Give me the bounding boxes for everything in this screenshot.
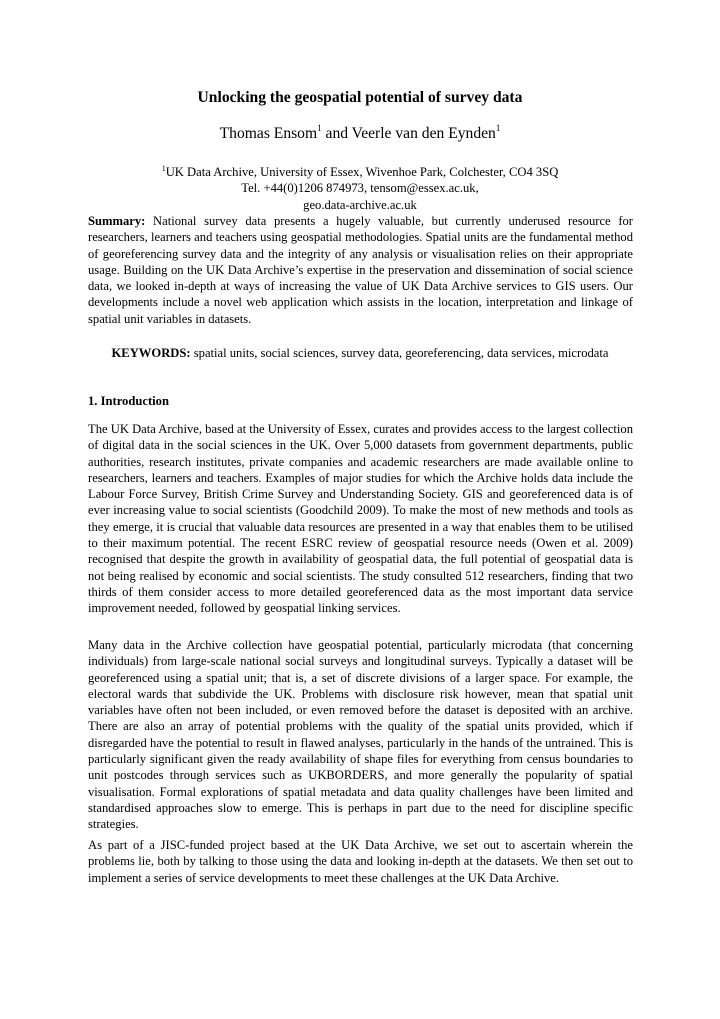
affiliation-block [0,164,720,213]
summary-label: Summary: [88,214,146,228]
keywords-line [0,345,720,361]
paragraph-text: The UK Data Archive, based at the University of Essex, curates and provides access to the largest collection of digital data in the social sciences in the UK. Over 5,000 datasets from government departments, public authorities, research institutes, private companies and academic researchers are made available online to researchers, learners and teachers. Examples of major studies for which the Archive holds data include the Labour Force Survey, British Crime Survey and Understanding Society. GIS and georeferenced data is of ever increasing value to social scientists (Goodchild 2009). To make the most of new methods and tools as they emerge, it is crucial that valuable data resources are presented in a way that enables them to be utilised to their maximum potential. The recent ESRC review of geospatial resource needs (Owen et al. 2009) recognised that despite the growth in availability of geospatial data, the full potential of geospatial data is not being realised by economic and social scientists. The study consulted 512 researchers, finding that two thirds of them consider access to more detailed georeferenced data as the most important data service improvement needed, followed by geospatial linking services. [88,422,633,616]
author-name: Veerle van den Eynden [351,125,496,142]
affiliation-marker: 1 [161,164,166,173]
body-paragraph [88,637,633,833]
affiliation-marker: 1 [495,123,501,133]
affiliation-text: UK Data Archive, University of Essex, Wivenhoe Park, Colchester, CO4 3SQ [165,165,559,179]
body-paragraph [88,421,633,617]
keywords-label: KEYWORDS: [111,346,191,360]
author-name: Thomas Ensom [219,125,318,142]
paper-title: Unlocking the geospatial potential of survey data [197,89,523,106]
section-heading: 1. Introduction [88,394,169,408]
paragraph-text: As part of a JISC-funded project based at the UK Data Archive, we set out to ascertain wherein the problems lie, both by talking to those using the data and looking in-depth at the datasets. We then set out to implement a series of service developments to meet these challenges at the UK Data Archive. [88,838,633,885]
affiliation-website: geo.data-archive.ac.uk [303,197,417,212]
summary-paragraph [88,213,633,327]
summary-text: National survey data presents a hugely valuable, but currently underused resource for researchers, learners and teachers using geospatial methodologies. Spatial units are the fundamental method of georeferencing survey data and the integrity of any analysis or visualisation relies on their appropriate usage. Building on the UK Data Archive’s expertise in the preservation and dissemination of social science data, we looked in-depth at ways of increasing the value of UK Data Archive services to GIS users. Our developments include a novel web application which assists in the location, interpretation and linkage of spatial unit variables in datasets. [88,214,633,326]
author-line [0,123,720,142]
affiliation-marker: 1 [317,123,322,133]
affiliation-address [0,164,720,180]
affiliation-contact: Tel. +44(0)1206 874973, tensom@essex.ac.uk, [241,181,479,196]
keywords-text: spatial units, social sciences, survey data, georeferencing, data services, microdata [190,346,609,360]
author-connector: and [321,125,352,142]
paragraph-text: Many data in the Archive collection have geospatial potential, particularly microdata (that concerning individuals) from large-scale national social surveys and longitudinal surveys. Typically a dataset will be georeferenced using a spatial unit; that is, a set of discrete divisions of a larger space. For example, the electoral wards that subdivide the UK. Problems with disclosure risk however, mean that spatial unit variables have often not been included, or even removed before the dataset is deposited with an archive. There are also an array of potential problems with the quality of the spatial units provided, which if disregarded have the potential to result in flawed analyses, particularly in the hands of the untrained. This is particularly significant given the ready availability of shape files for everything from census boundaries to unit postcodes through services such as UKBORDERS, and more generally the popularity of spatial visualisation. Formal explorations of spatial metadata and data quality challenges have been limited and standardised approaches slow to emerge. This is perhaps in part due to the need for discipline specific strategies. [88,638,633,832]
body-paragraph [88,837,633,886]
